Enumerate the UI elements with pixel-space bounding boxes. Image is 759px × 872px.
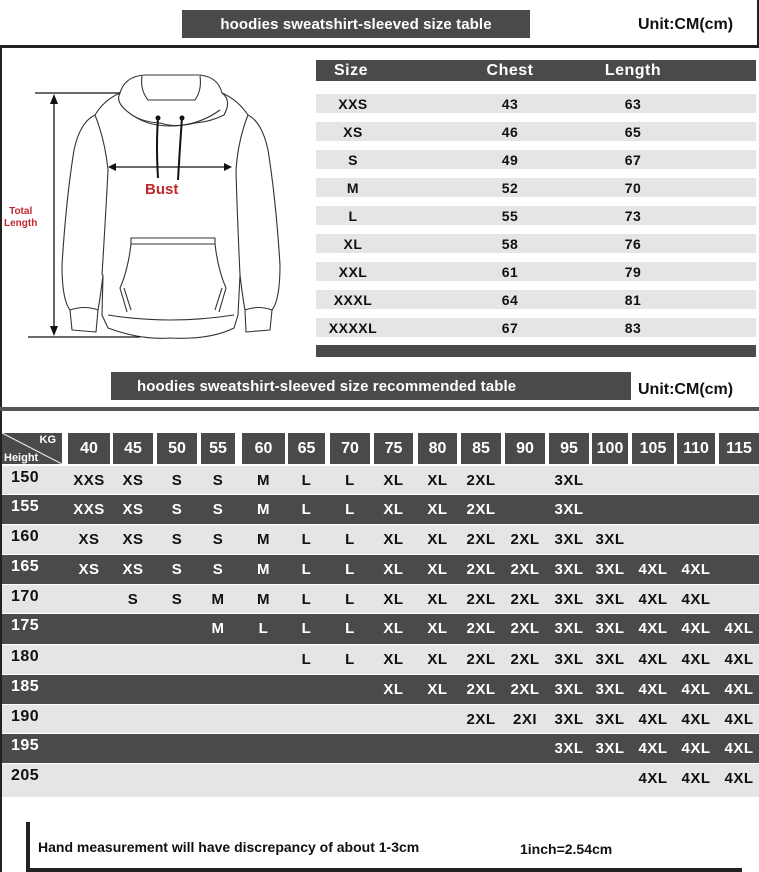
recommended-size-cell: S xyxy=(127,591,139,608)
recommended-size-cell: S xyxy=(171,561,183,578)
height-row-185 xyxy=(2,675,759,704)
cell-chest: 64 xyxy=(501,291,519,308)
recommended-size-cell: 4XL xyxy=(638,770,668,787)
recommended-size-cell: XL xyxy=(427,531,448,548)
recommended-size-cell: 4XL xyxy=(638,740,668,757)
recommended-size-cell: 3XL xyxy=(595,711,625,728)
recommended-size-cell: L xyxy=(345,531,355,548)
height-row-165 xyxy=(2,555,759,584)
cell-size: XL xyxy=(343,235,363,252)
recommended-size-cell: M xyxy=(257,531,270,548)
recommended-size-cell: S xyxy=(212,561,224,578)
recommended-size-cell: M xyxy=(257,591,270,608)
cell-size: XXXXL xyxy=(328,319,378,336)
recommended-size-cell: XL xyxy=(383,681,404,698)
cell-chest: 49 xyxy=(501,151,519,168)
recommended-size-cell: XL xyxy=(383,501,404,518)
cell-chest: 55 xyxy=(501,207,519,224)
recommended-size-cell: 3XL xyxy=(554,740,584,757)
height-row-190 xyxy=(2,705,759,733)
recommended-size-cell: L xyxy=(345,561,355,578)
recommended-size-cell: 4XL xyxy=(681,620,711,637)
inch-conversion-note: 1inch=2.54cm xyxy=(520,841,613,857)
cell-size: S xyxy=(348,151,358,168)
recommended-size-cell: L xyxy=(301,472,312,489)
recommended-size-cell: XL xyxy=(427,561,448,578)
recommended-size-cell: M xyxy=(211,591,225,608)
recommended-size-cell: M xyxy=(211,620,225,637)
height-label: Height xyxy=(4,452,39,464)
weight-header-60: 60 xyxy=(242,433,285,464)
size-chart-row xyxy=(316,234,756,253)
header-size: Size xyxy=(334,61,369,79)
height-row-180 xyxy=(2,645,759,674)
size-chart-header xyxy=(316,60,756,81)
recommended-size-cell: 3XL xyxy=(554,561,584,578)
recommended-size-cell: 2XL xyxy=(466,472,496,489)
weight-header-40: 40 xyxy=(68,433,110,464)
recommended-size-cell: S xyxy=(212,501,224,518)
recommended-size-cell: 3XL xyxy=(595,740,625,757)
recommended-size-cell: L xyxy=(345,501,355,518)
cell-size: L xyxy=(348,207,358,224)
cell-size: M xyxy=(346,179,360,196)
recommended-size-cell: 3XL xyxy=(554,711,584,728)
recommended-size-cell: XL xyxy=(427,620,448,637)
weight-header-105: 105 xyxy=(632,433,674,464)
size-chart-table xyxy=(316,60,756,357)
size-table-unit: Unit:CM(cm) xyxy=(638,16,734,33)
recommended-size-cell: M xyxy=(257,561,270,578)
recommended-size-cell: XS xyxy=(78,531,100,548)
recommended-size-cell: 2XL xyxy=(466,531,496,548)
recommended-size-cell: L xyxy=(301,531,312,548)
cell-length: 81 xyxy=(624,291,642,308)
recommended-size-cell: 4XL xyxy=(681,770,711,787)
footer-bracket-vertical xyxy=(26,822,30,869)
recommended-size-cell: XS xyxy=(78,561,100,578)
divider-middle xyxy=(0,407,759,411)
recommended-size-cell: XL xyxy=(427,651,448,668)
recommended-size-cell: 2XL xyxy=(510,651,540,668)
recommended-size-cell: 3XL xyxy=(554,591,584,608)
size-table-title: hoodies sweatshirt-sleeved size table xyxy=(182,10,530,38)
recommended-size-cell: L xyxy=(301,501,312,518)
recommended-size-cell: 3XL xyxy=(595,620,625,637)
recommended-size-cell: L xyxy=(258,620,269,637)
recommended-size-cell: S xyxy=(171,591,183,608)
recommended-size-cell: 2XL xyxy=(466,711,496,728)
recommended-table-title: hoodies sweatshirt-sleeved size recommended table xyxy=(111,372,631,400)
recommended-size-cell: 2XL xyxy=(466,681,496,698)
recommended-size-cell: 4XL xyxy=(681,591,711,608)
cell-chest: 46 xyxy=(501,123,519,140)
weight-header-65: 65 xyxy=(288,433,325,464)
height-value: 170 xyxy=(11,588,40,605)
size-chart-row xyxy=(316,262,756,281)
footer-bracket-horizontal xyxy=(26,868,742,872)
weight-header-115: 115 xyxy=(719,433,759,464)
recommended-size-cell: S xyxy=(171,501,183,518)
weight-header-75: 75 xyxy=(374,433,413,464)
recommended-size-cell: XL xyxy=(427,591,448,608)
cell-size: XXS xyxy=(338,95,368,112)
recommended-size-cell: S xyxy=(212,472,224,489)
recommended-size-cell: 3XL xyxy=(595,681,625,698)
hoodie-measurement-diagram xyxy=(0,60,300,360)
weight-header-70: 70 xyxy=(330,433,370,464)
size-chart-row xyxy=(316,290,756,309)
recommended-size-cell: L xyxy=(345,472,355,489)
height-value: 185 xyxy=(11,678,40,695)
recommended-size-cell: XS xyxy=(122,501,144,518)
recommended-size-cell: S xyxy=(212,531,224,548)
recommended-size-cell: 4XL xyxy=(724,770,754,787)
cell-length: 70 xyxy=(624,179,642,196)
recommended-size-cell: 4XL xyxy=(724,711,754,728)
recommended-size-cell: XL xyxy=(427,501,448,518)
recommended-size-cell: 4XL xyxy=(724,681,754,698)
recommended-size-cell: 2XL xyxy=(466,620,496,637)
hoodie-outline-icon xyxy=(0,60,300,360)
cell-size: XXL xyxy=(338,263,368,280)
cell-chest: 52 xyxy=(501,179,519,196)
height-value: 205 xyxy=(11,767,40,784)
total-length-label xyxy=(4,206,37,230)
recommended-size-cell: 3XL xyxy=(554,531,584,548)
cell-length: 65 xyxy=(624,123,642,140)
cell-length: 83 xyxy=(624,319,642,336)
recommended-size-cell: XL xyxy=(383,620,404,637)
size-chart-footer-bar xyxy=(316,345,756,357)
footer-note xyxy=(26,822,742,872)
weight-header-80: 80 xyxy=(418,433,457,464)
weight-header-110: 110 xyxy=(677,433,715,464)
recommended-size-cell: 4XL xyxy=(681,711,711,728)
weight-header-90: 90 xyxy=(505,433,545,464)
recommended-size-cell: 2XL xyxy=(510,531,540,548)
divider-top xyxy=(0,45,759,48)
recommended-size-cell: L xyxy=(345,591,355,608)
recommended-size-cell: 3XL xyxy=(554,681,584,698)
recommended-size-cell: L xyxy=(345,620,355,637)
weight-header-100: 100 xyxy=(592,433,628,464)
height-value: 195 xyxy=(11,737,40,754)
height-row-155 xyxy=(2,495,759,524)
cell-size: XS xyxy=(343,123,363,140)
height-value: 165 xyxy=(11,558,40,575)
height-value: 180 xyxy=(11,648,40,665)
recommended-size-cell: 4XL xyxy=(638,711,668,728)
recommended-size-cell: S xyxy=(171,472,183,489)
height-value: 150 xyxy=(11,469,40,486)
recommended-size-cell: L xyxy=(345,651,355,668)
recommended-table-unit: Unit:CM(cm) xyxy=(638,381,734,398)
recommended-size-cell: 3XL xyxy=(595,561,625,578)
cell-length: 63 xyxy=(624,95,642,112)
size-chart-row xyxy=(316,150,756,169)
weight-height-corner-cell xyxy=(2,433,62,464)
height-row-195 xyxy=(2,734,759,763)
recommended-size-cell: 4XL xyxy=(638,651,668,668)
header-chest: Chest xyxy=(486,61,534,79)
height-row-150 xyxy=(2,466,759,494)
size-chart-row xyxy=(316,318,756,337)
recommended-size-cell: XL xyxy=(383,561,404,578)
height-value: 160 xyxy=(11,528,40,545)
total-length-label-line2: Length xyxy=(4,218,38,229)
recommended-size-cell: 4XL xyxy=(638,591,668,608)
recommended-size-cell: 3XL xyxy=(595,651,625,668)
weight-header-95: 95 xyxy=(549,433,589,464)
recommended-size-cell: 2XL xyxy=(510,591,540,608)
cell-chest: 67 xyxy=(501,319,519,336)
recommended-size-cell: XXS xyxy=(73,501,105,518)
cell-chest: 58 xyxy=(501,235,519,252)
recommended-size-cell: XL xyxy=(383,651,404,668)
recommended-size-cell: 2XL xyxy=(466,501,496,518)
recommended-size-cell: XL xyxy=(383,472,404,489)
size-chart-row xyxy=(316,122,756,141)
recommended-size-cell: 4XL xyxy=(681,561,711,578)
height-value: 155 xyxy=(11,498,40,515)
cell-length: 67 xyxy=(624,151,642,168)
recommended-size-cell: M xyxy=(257,472,270,489)
weight-header-85: 85 xyxy=(461,433,501,464)
recommended-size-cell: 3XL xyxy=(554,651,584,668)
recommended-size-cell: 2XL xyxy=(466,591,496,608)
recommended-size-cell: 4XL xyxy=(681,740,711,757)
recommended-size-cell: S xyxy=(171,531,183,548)
height-row-160 xyxy=(2,525,759,554)
recommended-size-cell: M xyxy=(257,501,270,518)
recommended-size-cell: 2XL xyxy=(466,561,496,578)
recommended-size-cell: 4XL xyxy=(638,620,668,637)
recommended-size-cell: 4XL xyxy=(724,620,754,637)
recommended-size-cell: 4XL xyxy=(681,681,711,698)
measurement-discrepancy-note: Hand measurement will have discrepancy of about 1-3cm xyxy=(38,839,420,855)
recommended-size-cell: XL xyxy=(427,472,448,489)
height-row-205 xyxy=(2,764,759,797)
recommended-size-cell: 3XL xyxy=(554,472,584,489)
kg-label: KG xyxy=(39,434,56,446)
weight-header-45: 45 xyxy=(113,433,153,464)
recommended-size-cell: 4XL xyxy=(638,681,668,698)
recommended-size-cell: XXS xyxy=(73,472,105,489)
recommended-size-cell: 3XL xyxy=(595,591,625,608)
recommended-size-cell: 3XL xyxy=(595,531,625,548)
recommended-size-cell: XL xyxy=(427,681,448,698)
size-chart-row xyxy=(316,206,756,225)
recommended-size-cell: 2XL xyxy=(510,561,540,578)
recommended-size-cell: 4XL xyxy=(724,740,754,757)
recommended-size-cell: 2XI xyxy=(512,711,537,728)
recommended-size-cell: 2XL xyxy=(510,681,540,698)
weight-header-50: 50 xyxy=(157,433,197,464)
height-value: 175 xyxy=(11,617,40,634)
recommended-size-cell: L xyxy=(301,651,312,668)
height-value: 190 xyxy=(11,708,40,725)
bust-label: Bust xyxy=(145,181,179,198)
cell-length: 73 xyxy=(624,207,642,224)
recommended-size-cell: XL xyxy=(383,531,404,548)
cell-chest: 61 xyxy=(501,263,519,280)
height-row-175 xyxy=(2,614,759,644)
size-chart-row xyxy=(316,178,756,197)
recommended-size-cell: L xyxy=(301,620,312,637)
cell-length: 76 xyxy=(624,235,642,252)
recommended-size-cell: 2XL xyxy=(510,620,540,637)
recommended-size-cell: 4XL xyxy=(681,651,711,668)
recommended-size-cell: XS xyxy=(122,472,144,489)
recommended-size-cell: L xyxy=(301,591,312,608)
size-chart-row xyxy=(316,94,756,113)
height-row-170 xyxy=(2,585,759,613)
recommended-size-cell: 3XL xyxy=(554,620,584,637)
recommended-size-cell: 4XL xyxy=(638,561,668,578)
total-length-label-line1: Total xyxy=(9,206,33,217)
weight-header-55: 55 xyxy=(201,433,235,464)
cell-size: XXXL xyxy=(333,291,373,308)
recommended-size-cell: 2XL xyxy=(466,651,496,668)
cell-chest: 43 xyxy=(501,95,519,112)
recommended-size-cell: XL xyxy=(383,591,404,608)
recommended-size-cell: 4XL xyxy=(724,651,754,668)
recommended-size-cell: L xyxy=(301,561,312,578)
header-length: Length xyxy=(604,61,662,79)
recommended-size-cell: XS xyxy=(122,531,144,548)
recommended-size-cell: 3XL xyxy=(554,501,584,518)
cell-length: 79 xyxy=(624,263,642,280)
recommended-size-cell: XS xyxy=(122,561,144,578)
